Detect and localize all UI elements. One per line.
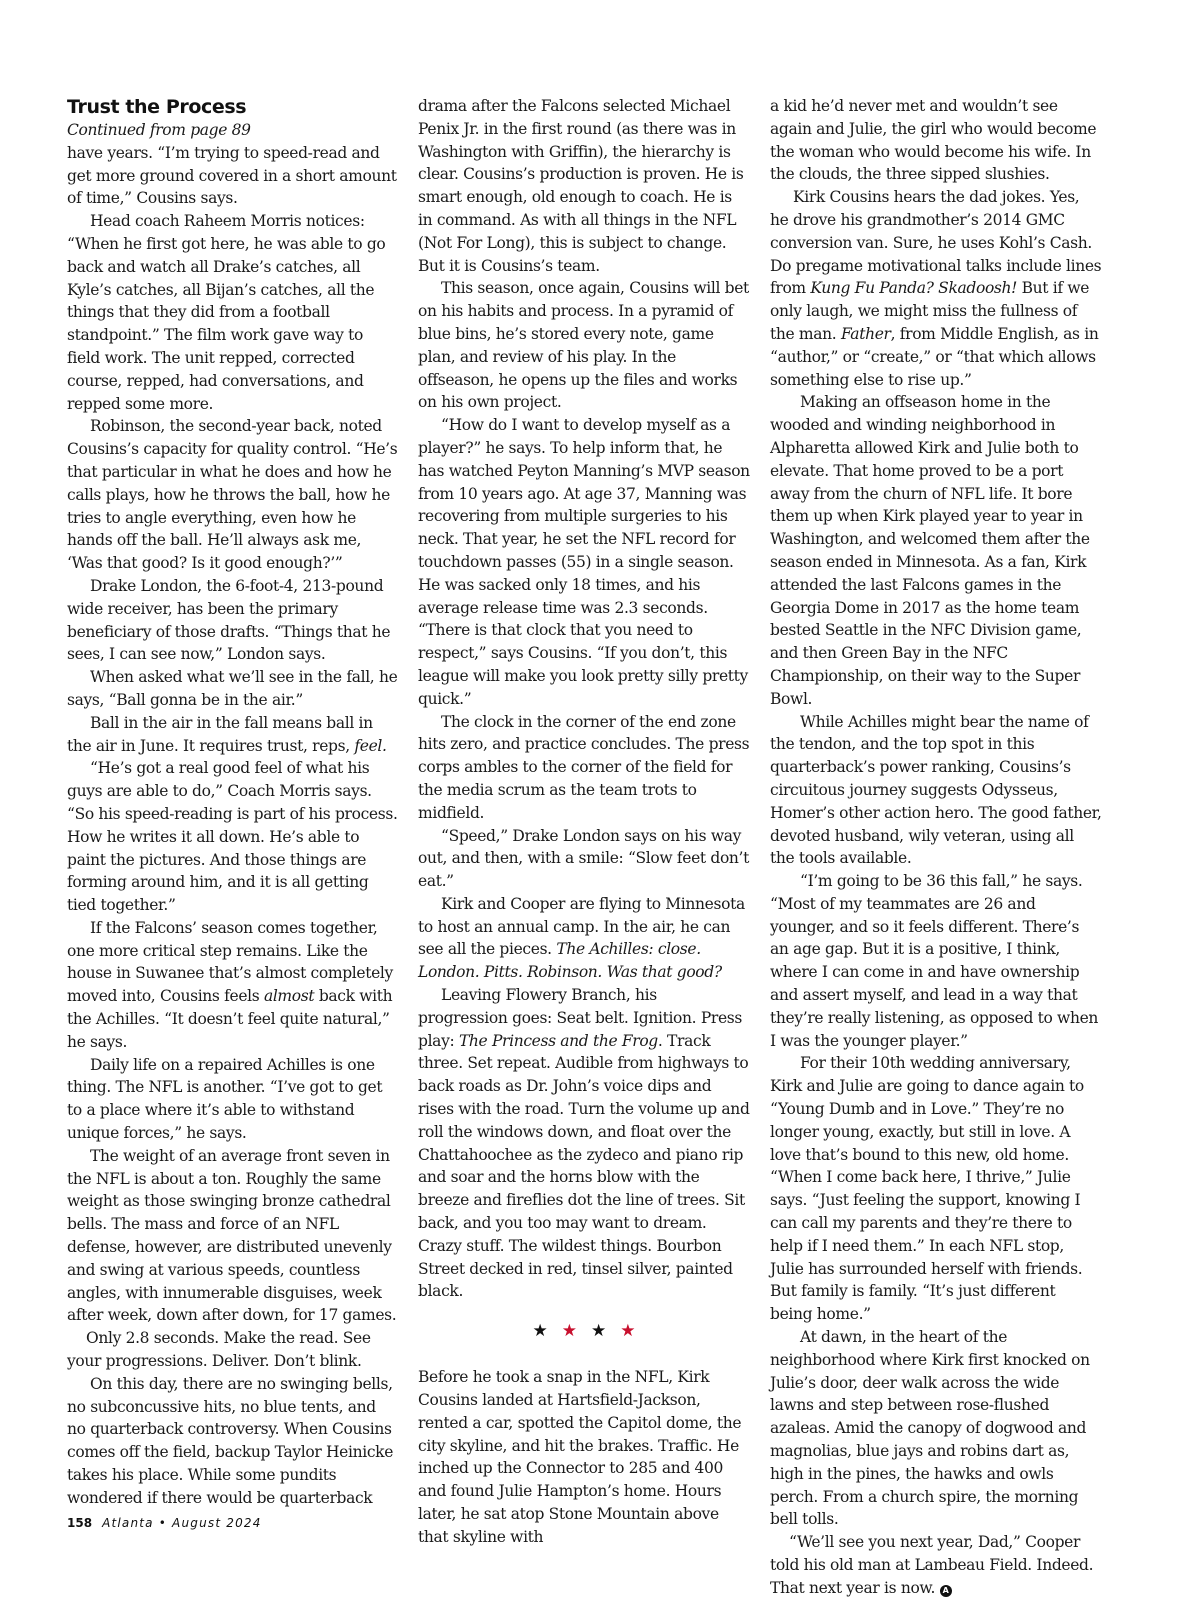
page-number: 158 [67,1516,93,1530]
paragraph: “Speed,” Drake London says on his way out, and then, with a smile: “Slow feet don’t eat.” [418,826,750,891]
paragraph [770,1531,1102,1599]
text-run: If the Falcons’ season comes together, one more critical step remains. Like the house in Suwanee that’s almost completely moved into, Cousins feels [67,918,393,1006]
italic-text: Father [840,324,891,343]
text-run: , from Middle English, as in “author,” or “create,” or “that which allows something else to rise up.” [770,324,1099,389]
italic-text: The Achilles: close. London. Pitts. Robinson. Was that good? [418,940,722,982]
section-divider-stars [418,1319,750,1343]
paragraph: Making an offseason home in the wooded and winding neighborhood in Alpharetta allowed Kirk and Julie both to elevate. That home proved to be a port away from the churn of NFL life. It bore them up when Kirk played year to year in Washington, and welcomed them after the season ended in Minnesota. As a fan, Kirk attended the last Falcons games in the Georgia Dome in 2017 as the home team bested Seattle in the NFC Division game, and then Green Bay in the NFC Championship, on their way to the Super Bowl. [770,393,1090,708]
paragraph: This season, once again, Cousins will bet on his habits and process. In a pyramid of blue bins, he’s stored every note, game plan, and review of his play. In the offseason, he opens up the files and works on his own project. [418,279,749,412]
end-mark-icon: A [940,1585,952,1597]
text-run: Kirk and Cooper are flying to Minnesota to host an annual camp. In the air, he can see all the pieces. [418,894,745,959]
text-run: Leaving Flowery Branch, his progression goes: Seat belt. Ignition. Press play: [418,986,742,1050]
paragraph: Before he took a snap in the NFL, Kirk Cousins landed at Hartsfield-Jackson, rented a car, spotted the Capitol dome, the city skyline, and hit the brakes. Traffic. He inched up the Connector to 285 and 400 and found Julie Hampton’s home. Hours later, he sat atop Stone Mountain above that skyline with [418,1368,742,1546]
text-run: But if we only laugh, we might miss the fullness of the man. [770,279,1090,343]
star-icon: ★ [532,1321,562,1342]
text-run: back with the Achilles. “It doesn’t feel quite natural,” he says. [67,987,393,1051]
article-title: Trust the Process [67,96,247,118]
paragraph: Robinson, the second-year back, noted Cousins’s capacity for quality control. “He’s that particular in what he does and how he calls plays, how he throws the ball, how he tries to angle everything, even how he hands off the ball. He’ll always ask me, ‘Was that good? Is it good enough?’” [67,417,398,573]
paragraph: a kid he’d never met and wouldn’t see again and Julie, the girl who would become the woman who would become his wife. In the clouds, the three sipped slushies. [770,97,1097,184]
paragraph: have years. “I’m trying to speed-read and get more ground covered in a short amount of time,” Cousins says. [67,143,397,208]
paragraph [67,712,399,758]
star-icon: ★ [561,1321,591,1342]
article-column-2 [418,95,750,1549]
paragraph: While Achilles might bear the name of the tendon, and the top spot in this quarterback’s power ranking, Cousins’s circuitous journey suggests Odysseus, Homer’s other action hero. The good father, devoted husband, wily veteran, using all the tools available. [770,712,1102,868]
paragraph: The weight of an average front seven in the NFL is about a ton. Roughly the same weight as those swinging bronze cathedral bells. The mass and force of an NFL defense, however, are distributed unevenly and swing at various speeds, countless angles, with innumerable disguises, week after week, down after down, for 17 games. [67,1146,397,1325]
text-run: . Track three. Set repeat. Audible from highways to back roads as Dr. John’s voice dips and rises with the road. Turn the volume up and roll the windows down, and float over the Chattahoochee as the zydeco and piano rip and soar and the horns blow with the breeze and fireflies dot the line of trees. Sit back, and you too may want to dream. Crazy stuff. The wildest things. Bourbon Street decked in red, tinsel silver, painted black. [418,1031,750,1301]
paragraph [418,893,750,984]
star-icon: ★ [620,1321,650,1342]
paragraph [770,186,1102,391]
italic-text: The Princess and the Frog [458,1031,658,1050]
paragraph [67,917,399,1054]
paragraph [418,984,750,1303]
paragraph: “I’m going to be 36 this fall,” he says. “Most of my teammates are 26 and younger, and so it feels different. There’s an age gap. But it is a positive, I think, where I can come in and have ownership and assert myself, and lead in a way that they’re really listening, as opposed to when I was the younger player.” [770,872,1099,1050]
paragraph: At dawn, in the heart of the neighborhood where Kirk first knocked on Julie’s door, deer walk across the wide lawns and step between rose-flushed azaleas. Amid the canopy of dogwood and magnolias, blue jays and robins dart as, high in the pines, the hawks and owls perch. From a church spire, the morning bell tolls. [770,1328,1090,1529]
publication-info: Atlanta • August 2024 [102,1516,262,1530]
paragraph: On this day, there are no swinging bells, no subconcussive hits, no blue tents, and no quarterback controversy. When Cousins comes off the field, backup Taylor Heinicke takes his place. While some pundits wondered if there would be quarterback [67,1374,394,1507]
article-column-3 [770,95,1102,1600]
paragraph: When asked what we’ll see in the fall, he says, “Ball gonna be in the air.” [67,668,398,709]
article-column-1 [67,95,399,1510]
star-icon: ★ [591,1321,621,1342]
italic-text: almost [263,987,315,1006]
paragraph: Daily life on a repaired Achilles is one thing. The NFL is another. “I’ve got to get to a place where it’s able to withstand unique forces,” he says. [67,1055,383,1143]
page-footer [67,1516,262,1530]
italic-text: Kung Fu Panda? Skadoosh! [810,279,1018,298]
paragraph: Head coach Raheem Morris notices: “When he first got here, he was able to go back and watch all Drake’s catches, all Kyle’s catches, all Bijan’s catches, all the things that they did from a football standpoint.” The film work gave way to field work. The unit repped, corrected course, repped, had conversations, and repped some more. [67,212,386,413]
text-run: “We’ll see you next year, Dad,” Cooper told his old man at Lambeau Field. Indeed. That next year is now. [770,1533,1094,1597]
text-run: Kirk Cousins hears the dad jokes. Yes, he drove his grandmother’s 2014 GMC conversion van. Sure, he uses Kohl’s Cash. Do pregame motivational talks include lines from [770,188,1102,298]
text-run: Ball in the air in the fall means ball in the air in June. It requires trust, reps, [67,713,373,755]
paragraph: “How do I want to develop myself as a player?” he says. To help inform that, he has watched Peyton Manning’s MVP season from 10 years ago. At age 37, Manning was recovering from multiple surgeries to his neck. That year, he set the NFL record for touchdown passes (55) in a single season. He was sacked only 18 times, and his average release time was 2.3 seconds. “There is that clock that you need to respect,” says Cousins. “If you don’t, this league will make you look pretty silly pretty quick.” [418,416,750,708]
continued-from-note: Continued from page 89 [67,121,251,139]
paragraph: drama after the Falcons selected Michael Penix Jr. in the first round (as there was in Washington with Griffin), the hierarchy is clear. Cousins’s production is proven. He is smart enough, old enough to coach. He is in command. As with all things in the NFL (Not For Long), this is subject to change. But it is Cousins’s team. [418,97,744,275]
paragraph: The clock in the corner of the end zone hits zero, and practice concludes. The press corps ambles to the corner of the field for the media scrum as the team trots to midfield. [418,712,750,822]
paragraph: Drake London, the 6-foot-4, 213-pound wide receiver, has been the primary beneficiary of those drafts. “Things that he sees, I can see now,” London says. [67,576,391,664]
paragraph: For their 10th wedding anniversary, Kirk and Julie are going to dance again to “Young Dumb and in Love.” They’re no longer young, exactly, but still in love. A love that’s bound to this new, old home. “When I come back here, I thrive,” Julie says. “Just feeling the support, knowing I can call my parents and they’re there to help if I need them.” In each NFL stop, Julie has surrounded herself with friends. But family is family. “It’s just different being home.” [770,1054,1084,1324]
italic-text: feel. [354,736,387,755]
paragraph: Only 2.8 seconds. Make the read. See your progressions. Deliver. Don’t blink. [67,1329,371,1371]
paragraph: “He’s got a real good feel of what his guys are able to do,” Coach Morris says. “So his speed-reading is part of his process. How he writes it all down. He’s able to paint the pictures. And those things are forming around him, and it is all getting tied together.” [67,759,398,915]
